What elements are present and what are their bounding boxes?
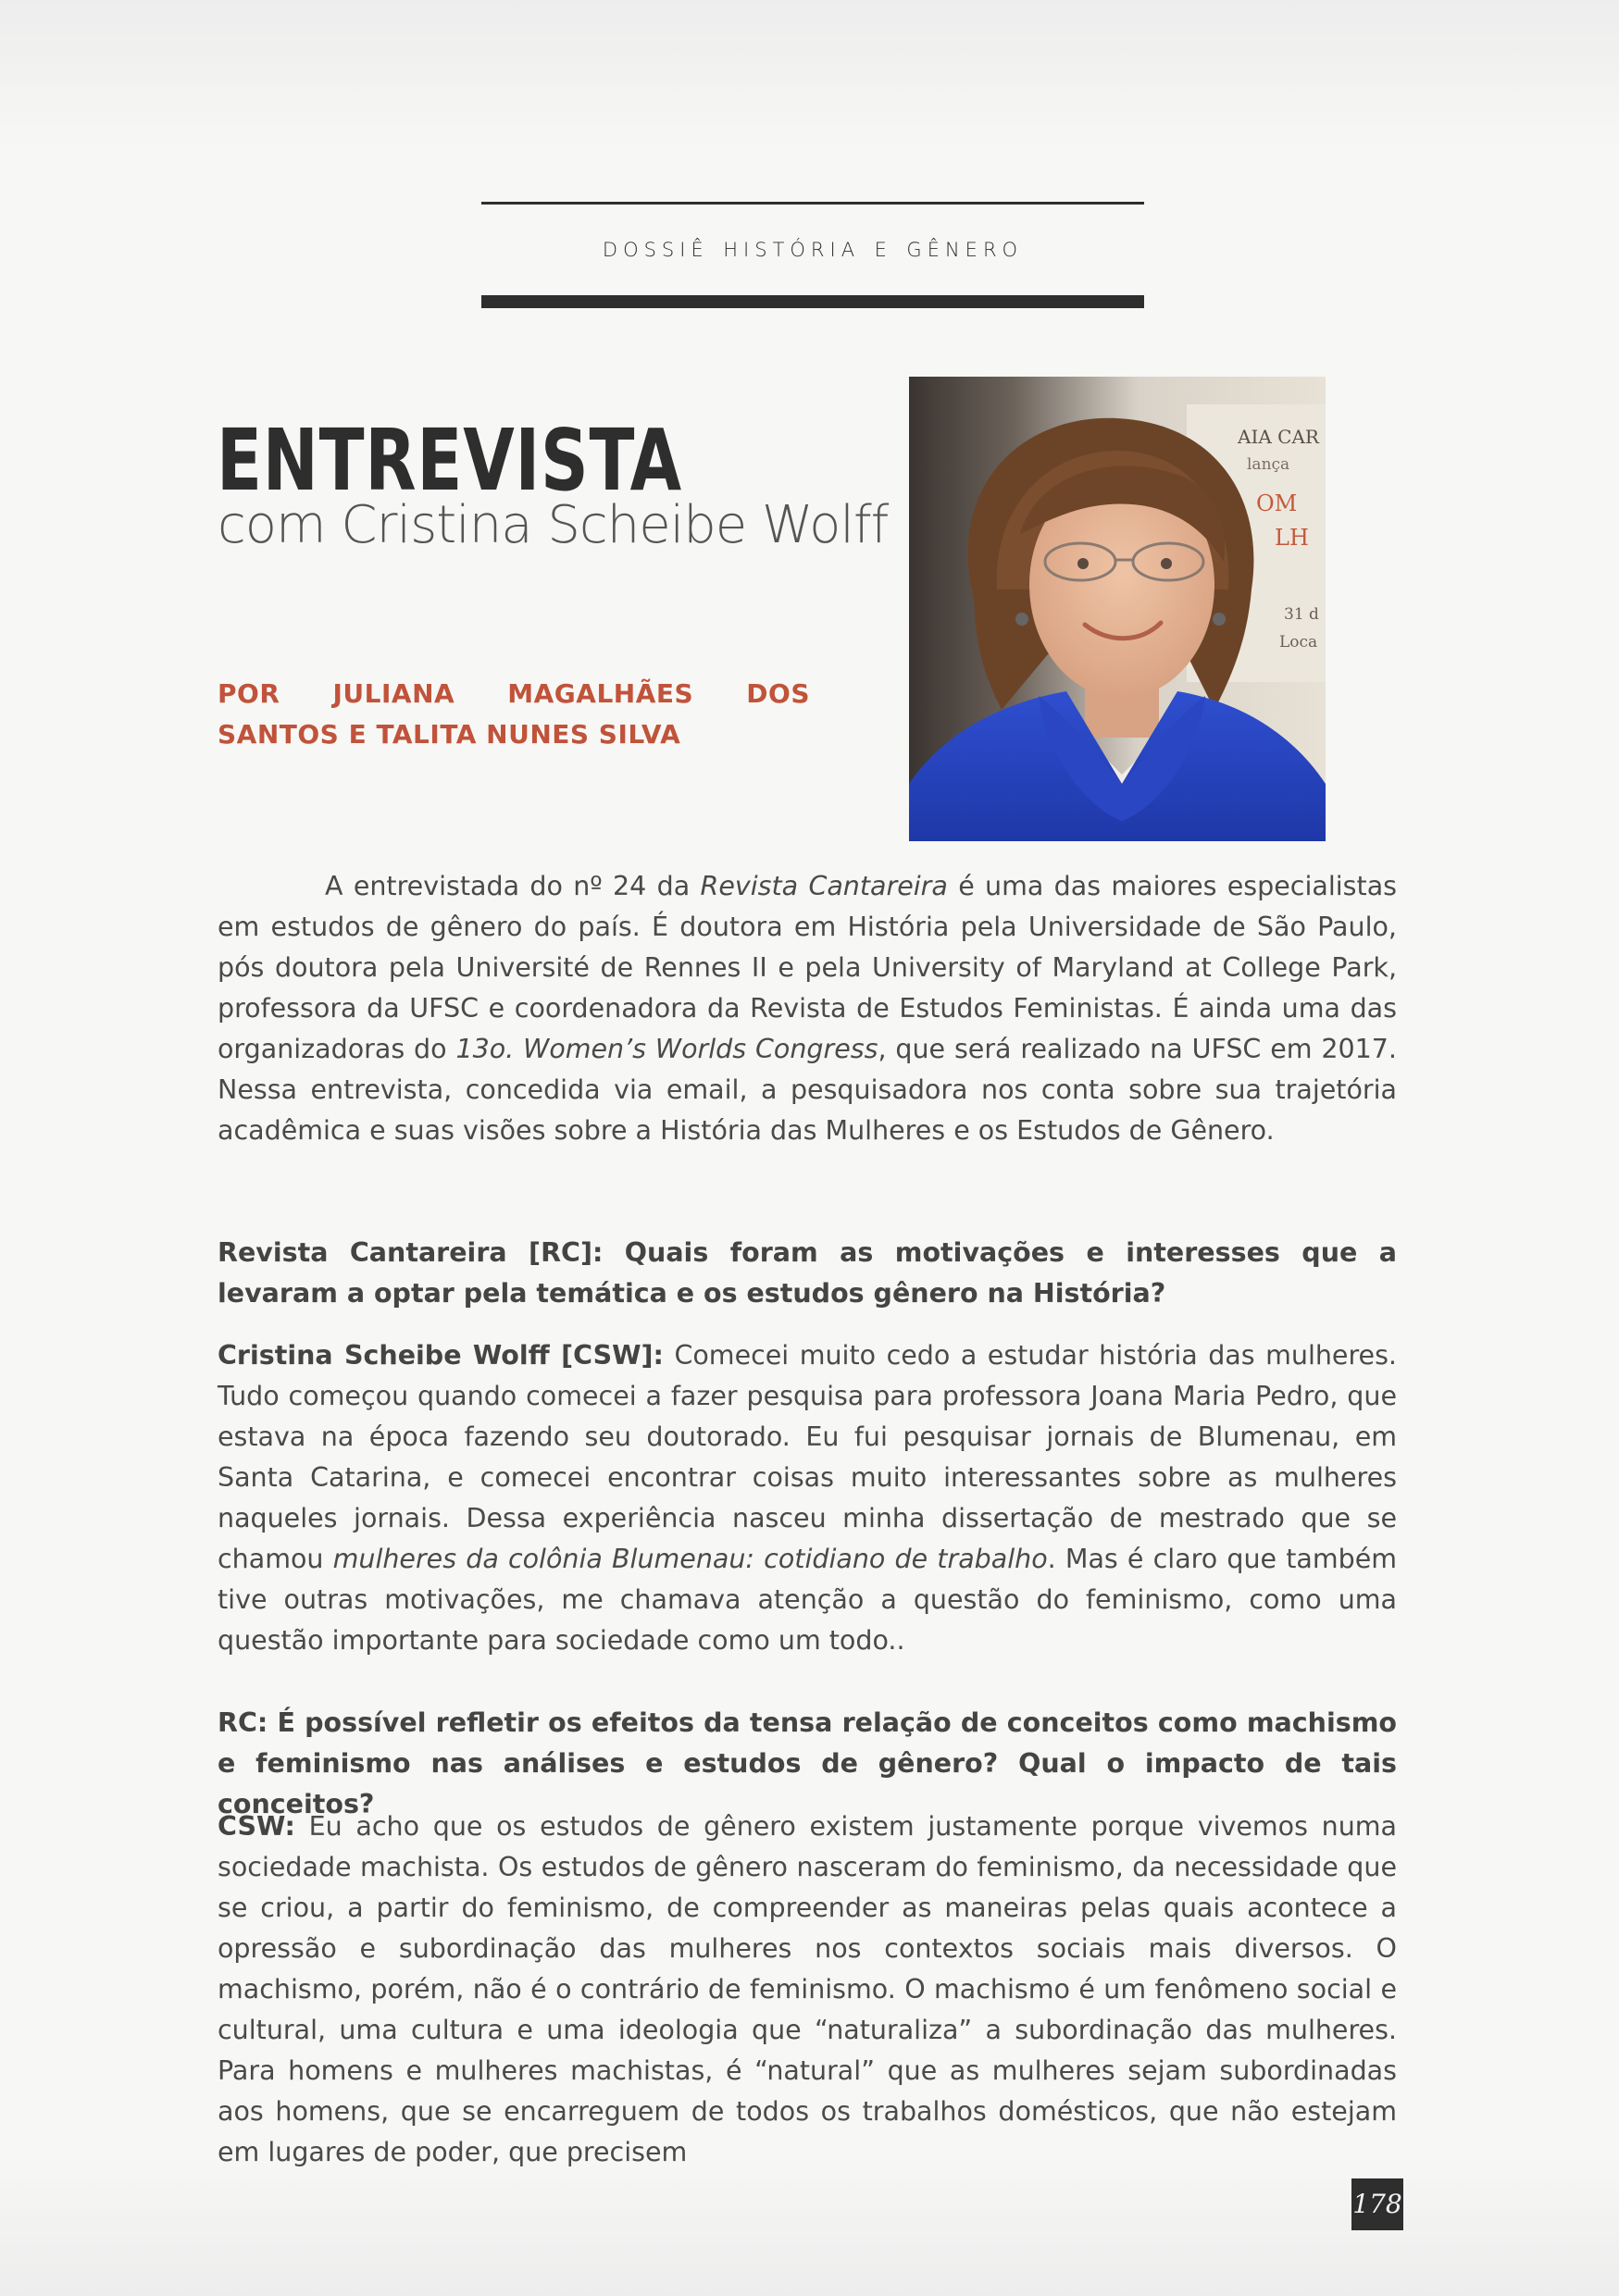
question-2: RC: É possível refletir os efeitos da tensa relação de conceitos como machismo e feminismo nas análises e estudos de gênero? Qual o impacto de tais conceitos? — [218, 1707, 1397, 1819]
section-header: dossiê história e gênero — [602, 231, 1024, 264]
answer-2-speaker: CSW: — [218, 1811, 295, 1842]
intro-paragraph: A entrevistada do nº 24 da Revista Cantareira é uma das maiores especialistas em estudos de gênero do país. É doutora em História pela Universidade de São Paulo, pós doutora pela Université de Rennes II e pela University of Maryland at College Park, professora da UFSC e coordenadora da Revista de Estudos Feministas. É ainda uma das organizadoras do 13o. Women’s Worlds Congress, que será realizado na UFSC em 2017. Nessa entrevista, concedida via email, a pesquisadora nos conta sobre sua trajetória acadêmica e suas visões sobre a História das Mulheres e os Estudos de Gênero. — [218, 871, 1398, 1146]
article-title: ENTREVISTA — [217, 411, 682, 510]
photo-sign-text-2: lança — [1247, 455, 1290, 474]
answer-1-speaker: Cristina Scheibe Wolff [CSW]: — [218, 1340, 664, 1371]
photo-sign-text-6: Loca — [1279, 633, 1318, 652]
byline: POR JULIANA MAGALHÃES DOS SANTOS E TALITA NUNES SILVA — [218, 678, 810, 750]
header-rule-top — [481, 202, 1144, 205]
page-number: 178 — [1351, 2178, 1403, 2230]
photo-sign-text-3: OM — [1256, 490, 1298, 516]
question-1: Revista Cantareira [RC]: Quais foram as motivações e interesses que a levaram a optar pela temática e os estudos gênero na História? — [218, 1237, 1397, 1309]
answer-2: CSW: Eu acho que os estudos de gênero existem justamente porque vivemos numa sociedade machista. Os estudos de gênero nasceram do feminismo, da necessidade que se criou, a partir do feminismo, de compreender as maneiras pelas quais acontece a opressão e subordinação das mulheres nos contextos sociais mais diversos. O machismo, porém, não é o contrário de feminismo. O machismo é um fenômeno social e cultural, uma cultura e uma ideologia que “naturaliza” a subordinação das mulheres. Para homens e mulheres machistas, é “natural” que as mulheres sejam subordinadas aos homens, que se encarreguem de todos os trabalhos domésticos, que não estejam em lugares de poder, que precisem — [218, 1811, 1397, 2167]
header-rule-bottom — [481, 295, 1144, 308]
article-subtitle: com Cristina Scheibe Wolff — [218, 495, 889, 555]
photo-sign-text-1: AIA CAR — [1238, 426, 1319, 448]
answer-1: Cristina Scheibe Wolff [CSW]: Comecei muito cedo a estudar história das mulheres. Tudo começou quando comecei a fazer pesquisa para professora Joana Maria Pedro, que estava na época fazendo seu doutorado. Eu fui pesquisar jornais de Blumenau, em Santa Catarina, e comecei encontrar coisas muito interessantes sobre as mulheres naqueles jornais. Dessa experiência nasceu minha dissertação de mestrado que se chamou mulheres da colônia Blumenau: cotidiano de trabalho. Mas é claro que também tive outras motivações, me chamava atenção a questão do feminismo, como uma questão importante para sociedade como um todo.. — [218, 1340, 1397, 1656]
interviewee-photo — [909, 377, 1326, 841]
photo-sign-text-4: LH — [1275, 525, 1309, 551]
photo-sign-text-5: 31 d — [1284, 605, 1319, 624]
